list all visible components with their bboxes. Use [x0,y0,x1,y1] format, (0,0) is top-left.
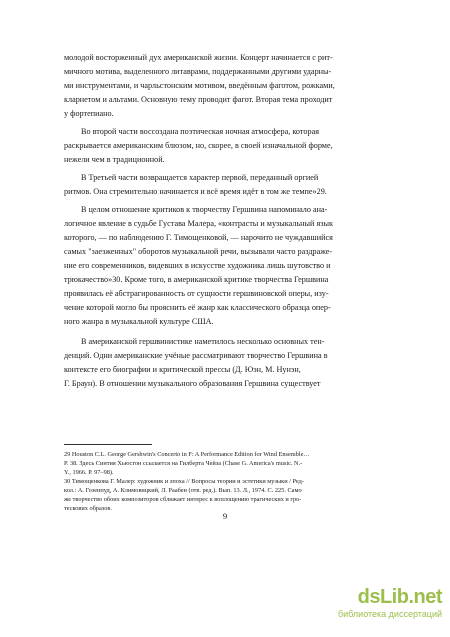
footnote-line: Y., 1966. P. 97–98). [64,469,114,476]
body-line: нежели чем в традиционной. [64,155,165,164]
body-line: В американской гершвинистике наметилось несколько основных тен- [81,337,325,346]
body-line: контексте его биографии и критической прессы (Д. Юэн, М. Нунэн, [64,365,301,374]
body-line: кларнетом и альтами. Основную тему проводит фагот. Вторая тема проходит [64,95,333,104]
body-line: ритмов. Она стремительно начинается и всё время идёт в том же темпе»29. [64,187,327,196]
body-line: которого, — по наблюдению Г. Тимощенковой, — нарочито не чуждавшийся [64,233,333,242]
body-line: В Третьей части возвращается характер первой, переданный оргией [81,173,319,182]
watermark-tagline: библиотека диссертаций [337,609,442,619]
body-line: молодой восторженный дух американской жизни. Концерт начинается с рит- [64,53,333,62]
body-line: раскрывается американским блюзом, но, скорее, в своей изначальной форме, [64,141,333,150]
body-line: ние его современников, видевших в искусстве художника лишь шутовство и [64,261,331,270]
body-line: чение которой могло бы прояснить её жанр как классического образца опер- [64,303,331,312]
footnote-line: P. 38. Здесь Синтия Хьюстон ссылается на Гилберта Чейза (Chase G. America's music. N.- [64,460,303,467]
watermark [338,586,442,620]
body-line: В целом отношение критиков к творчеству Гершвина напоминало ана- [81,205,328,214]
body-line: Г. Браун). В отношении музыкального образования Гершвина существует [64,379,321,388]
body-line: самых "заезженных" оборотов музыкальной речи, вызывали часто раздраже- [64,247,333,256]
footnote-line: кол.: А. Гозенпуд, А. Климовицкий, Л. Раабен (отв. ред.). Вып. 13. Л., 1974. С. 225. Само [64,487,302,494]
body-line: у фортепиано. [64,109,114,118]
footnote-line: 29 Houston C.L. George Gershwin's Concerto in F: A Performance Edition for Wind Ensemble… [64,451,310,458]
body-line: мичного мотива, выделенного литаврами, поддержанными другими ударны- [64,67,332,76]
footnote-separator [64,444,152,445]
page-number: 9 [222,511,228,521]
body-line: трюкачество»30. Кроме того, в американской критике творчества Гершвина [64,275,329,284]
body-line: денций. Одни американские учёные рассматривают творчество Гершвина в [64,351,328,360]
body-line: ного жанра в музыкальной культуре США. [64,317,214,326]
body-line: Во второй части воссоздана поэтическая ночная атмосфера, которая [81,127,319,136]
body-line: проявилась её абстрагированность от сущности гершвиновской оперы, изу- [64,289,329,298]
footnote-line: же творчество обоих композиторов сближает интерес к воплощению трагических и гро- [64,496,302,503]
footnote-line: тескових образов. [64,505,112,512]
watermark-logo: dsLib.net [357,586,442,608]
body-line: ми инструментами, и чарльстонским мотивом, введённым фаготом, рожками, [64,81,335,90]
body-line: логичное явление в судьбе Густава Малера, «контрасты и музыкальный язык [64,219,333,228]
footnote-line: 30 Тимощенкова Г. Малер: художник и эпоха // Вопросы теории и эстетики музыки / Ред- [64,478,304,485]
